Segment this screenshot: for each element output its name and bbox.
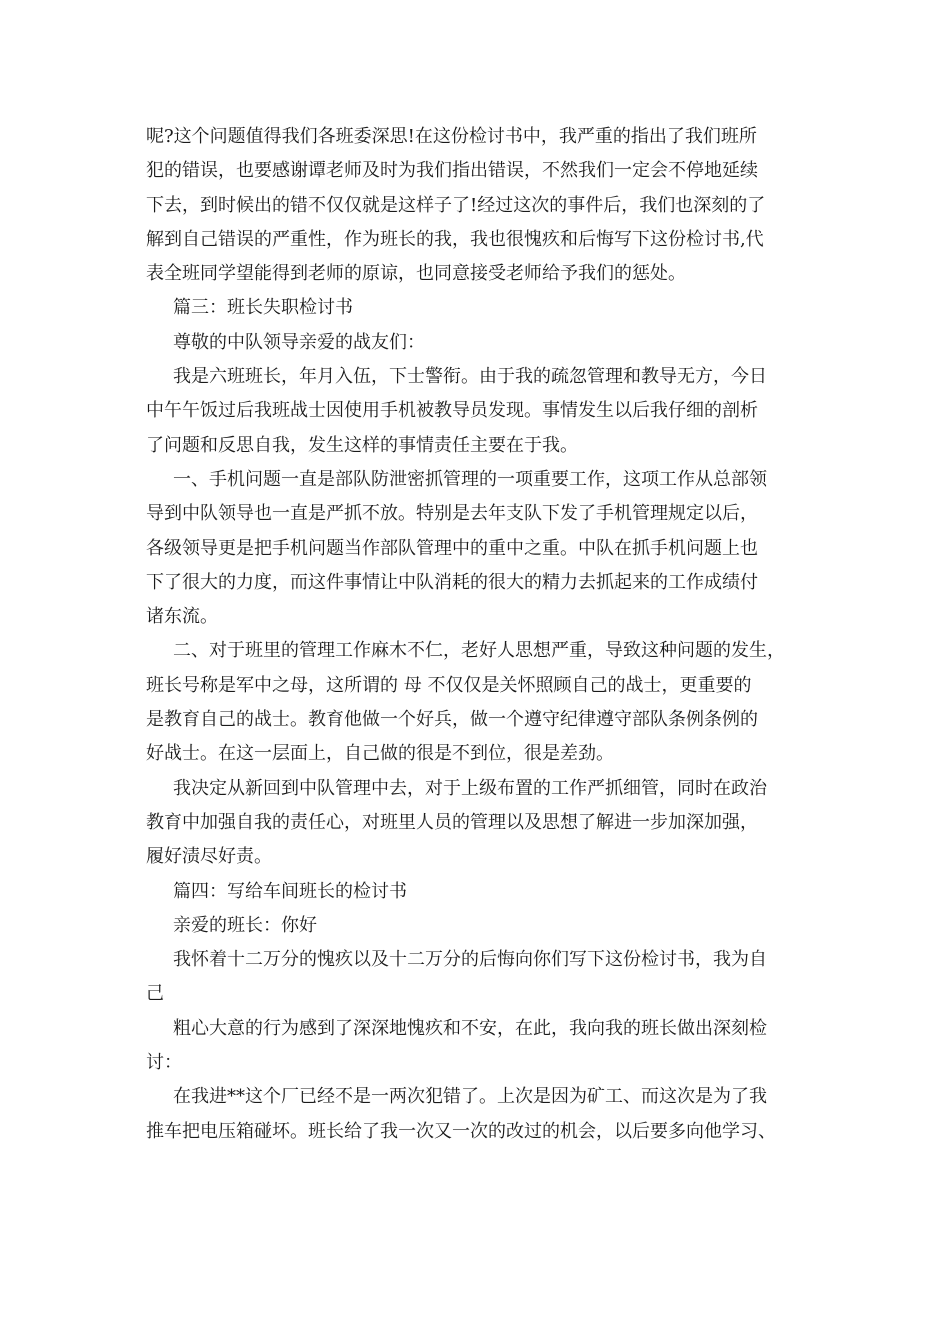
salutation: 亲爱的班长：你好 (173, 914, 317, 936)
text-line: 我决定从新回到中队管理中去，对于上级布置的工作严抓细管，同时在政治 (173, 777, 767, 799)
text-line: 班长号称是军中之母，这所谓的 母 不仅仅是关怀照顾自己的战士，更重要的 (146, 674, 752, 696)
text-line: 诸东流。 (146, 606, 218, 628)
text-line: 下去，到时候出的错不仅仅就是这样子了!经过这次的事件后，我们也深刻的了 (146, 194, 766, 216)
text-line: 解到自己错误的严重性，作为班长的我，我也很愧疚和后悔写下这份检讨书,代 (146, 228, 764, 250)
text-line: 讨： (146, 1052, 182, 1074)
text-line: 了问题和反思自我，发生这样的事情责任主要在于我。 (146, 434, 578, 456)
text-line: 是教育自己的战士。教育他做一个好兵，做一个遵守纪律遵守部队条例条例的 (146, 709, 758, 731)
text-line: 己 (146, 983, 164, 1005)
section-heading: 篇三：班长失职检讨书 (173, 297, 353, 319)
text-line: 表全班同学望能得到老师的原谅，也同意接受老师给予我们的惩处。 (146, 263, 686, 285)
text-line: 我是六班班长，年月入伍，下士警衔。由于我的疏忽管理和教导无方，今日 (173, 366, 767, 388)
text-line: 推车把电压箱碰坏。班长给了我一次又一次的改过的机会，以后要多向他学习、 (146, 1120, 776, 1142)
text-line: 一、手机问题一直是部队防泄密抓管理的一项重要工作，这项工作从总部领 (173, 468, 767, 490)
text-line: 粗心大意的行为感到了深深地愧疚和不安，在此，我向我的班长做出深刻检 (173, 1017, 767, 1039)
section-heading: 篇四：写给车间班长的检讨书 (173, 880, 407, 902)
text-line: 我怀着十二万分的愧疚以及十二万分的后悔向你们写下这份检讨书，我为自 (173, 949, 767, 971)
text-line: 呢?这个问题值得我们各班委深思!在这份检讨书中，我严重的指出了我们班所 (146, 126, 757, 147)
text-line: 二、对于班里的管理工作麻木不仁，老好人思想严重，导致这种问题的发生， (173, 640, 785, 662)
text-line: 中午午饭过后我班战士因使用手机被教导员发现。事情发生以后我仔细的剖析 (146, 400, 758, 422)
salutation: 尊敬的中队领导亲爱的战友们： (173, 331, 425, 353)
text-line: 履好渍尽好责。 (146, 846, 272, 868)
text-line: 犯的错误，也要感谢谭老师及时为我们指出错误，不然我们一定会不停地延续 (146, 160, 758, 182)
text-line: 下了很大的力度，而这件事情让中队消耗的很大的精力去抓起来的工作成绩付 (146, 571, 758, 593)
text-line: 各级领导更是把手机问题当作部队管理中的重中之重。中队在抓手机问题上也 (146, 537, 758, 559)
text-line: 在我进**这个厂已经不是一两次犯错了。上次是因为矿工、而这次是为了我 (173, 1086, 767, 1108)
text-line: 导到中队领导也一直是严抓不放。特别是去年支队下发了手机管理规定以后， (146, 503, 758, 525)
document-body (146, 120, 806, 1149)
text-line: 好战士。在这一层面上，自己做的很是不到位，很是差劲。 (146, 743, 614, 765)
text-line: 教育中加强自我的责任心，对班里人员的管理以及思想了解进一步加深加强， (146, 811, 758, 833)
